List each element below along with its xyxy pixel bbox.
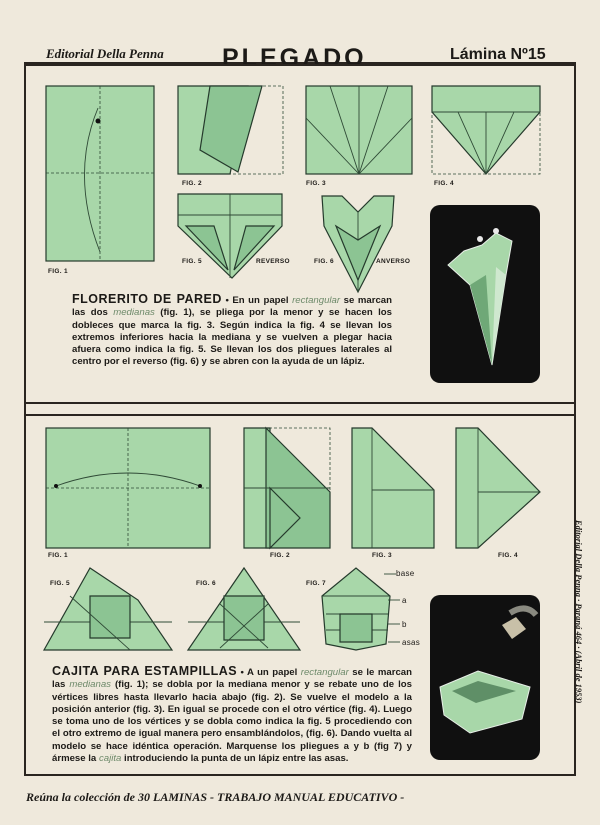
s2-fig2-diagram — [244, 428, 330, 548]
s1-fig5-diagram — [178, 194, 282, 278]
s1-fig5-label: FIG. 5 — [182, 258, 202, 265]
s2-label-asas: asas — [402, 638, 421, 647]
s2-fig3-diagram — [352, 428, 434, 548]
s2-fig1-label: FIG. 1 — [48, 552, 68, 559]
s1-fig6-label: FIG. 6 — [314, 258, 334, 265]
footer-text: Reúna la colección de 30 LAMINAS - TRABAJO MANUAL EDUCATIVO - — [26, 790, 405, 804]
s1-fig2-diagram — [178, 86, 283, 174]
s1-fig1-diagram — [46, 86, 154, 261]
s1-fig4-diagram — [432, 86, 540, 174]
s2-label-a: a — [402, 596, 407, 605]
s2-heading: CAJITA PARA ESTAMPILLAS — [52, 664, 238, 678]
s1-instructions: FLORERITO DE PARED • En un papel rectangular se marcan las dos medianas (fig. 1), se pliega por la menor y se hacen los dobleces que marca la fig. 3. Según indica la fig. 4 se llevan los extremos inferiores hacia la mediana y se vuelven a plegar hacia afuera como indica la fig. 5. Se llevan los dos pliegues laterales al centro por el reverso (fig. 6) y se abren con la ayuda de un lápiz. — [72, 292, 392, 368]
plate-number: Lámina Nº15 — [450, 46, 546, 63]
s2-fig3-label: FIG. 3 — [372, 552, 392, 559]
s2-instructions: CAJITA PARA ESTAMPILLAS • A un papel rectangular se le marcan las medianas (fig. 1); se dobla por la mediana menor y se rebate uno de los vértices libres hasta llevarlo hacia abajo (fig. 2). Se vuelve el modelo a la posición anterior (fig. 3). En igual se procede con el otro vértice (fig. 4). Luego se toma uno de los vértices y se dobla como indica la fig. 5 procediendo con el otro extremo de igual manera pero ensamblándolos, (fig. 6). Dando vuelta al modelo se hace idéntica operación. Marquense los pliegues a y b (fig 7) y ármese la cajita introduciendo la punta de un lápiz entre las asas. — [52, 664, 412, 765]
publisher-logo: Editorial Della Penna — [46, 46, 164, 61]
s2-fig5-label: FIG. 5 — [50, 580, 70, 587]
s1-anverso-label: ANVERSO — [376, 258, 411, 265]
s1-fig1-label: FIG. 1 — [48, 268, 68, 275]
s2-fig4-label: FIG. 4 — [498, 552, 518, 559]
s2-fig6-label: FIG. 6 — [196, 580, 216, 587]
s2-fig7-diagram — [322, 568, 400, 650]
s2-fig4-diagram — [456, 428, 540, 548]
s1-fig4-label: FIG. 4 — [434, 180, 454, 187]
s2-fig2-label: FIG. 2 — [270, 552, 290, 559]
s2-label-b: b — [402, 620, 407, 629]
s1-fig2-label: FIG. 2 — [182, 180, 202, 187]
s1-heading: FLORERITO DE PARED — [72, 292, 222, 306]
side-imprint: Editorial Della Penna · Paraná 464 · (Abril de 1953) — [574, 520, 584, 704]
page-title: PLEGADO — [222, 44, 367, 72]
s1-reverso-label: REVERSO — [256, 258, 290, 265]
s1-fig3-diagram — [306, 86, 412, 174]
s1-fig6-diagram — [322, 196, 394, 292]
s2-label-base: base — [396, 569, 415, 578]
s2-photo — [430, 595, 540, 760]
s1-photo-figure — [430, 205, 540, 383]
s2-photo-figure — [430, 595, 540, 760]
s1-photo — [430, 205, 540, 383]
s2-fig7-label: FIG. 7 — [306, 580, 326, 587]
s2-fig1-diagram — [46, 428, 210, 548]
s1-fig3-label: FIG. 3 — [306, 180, 326, 187]
